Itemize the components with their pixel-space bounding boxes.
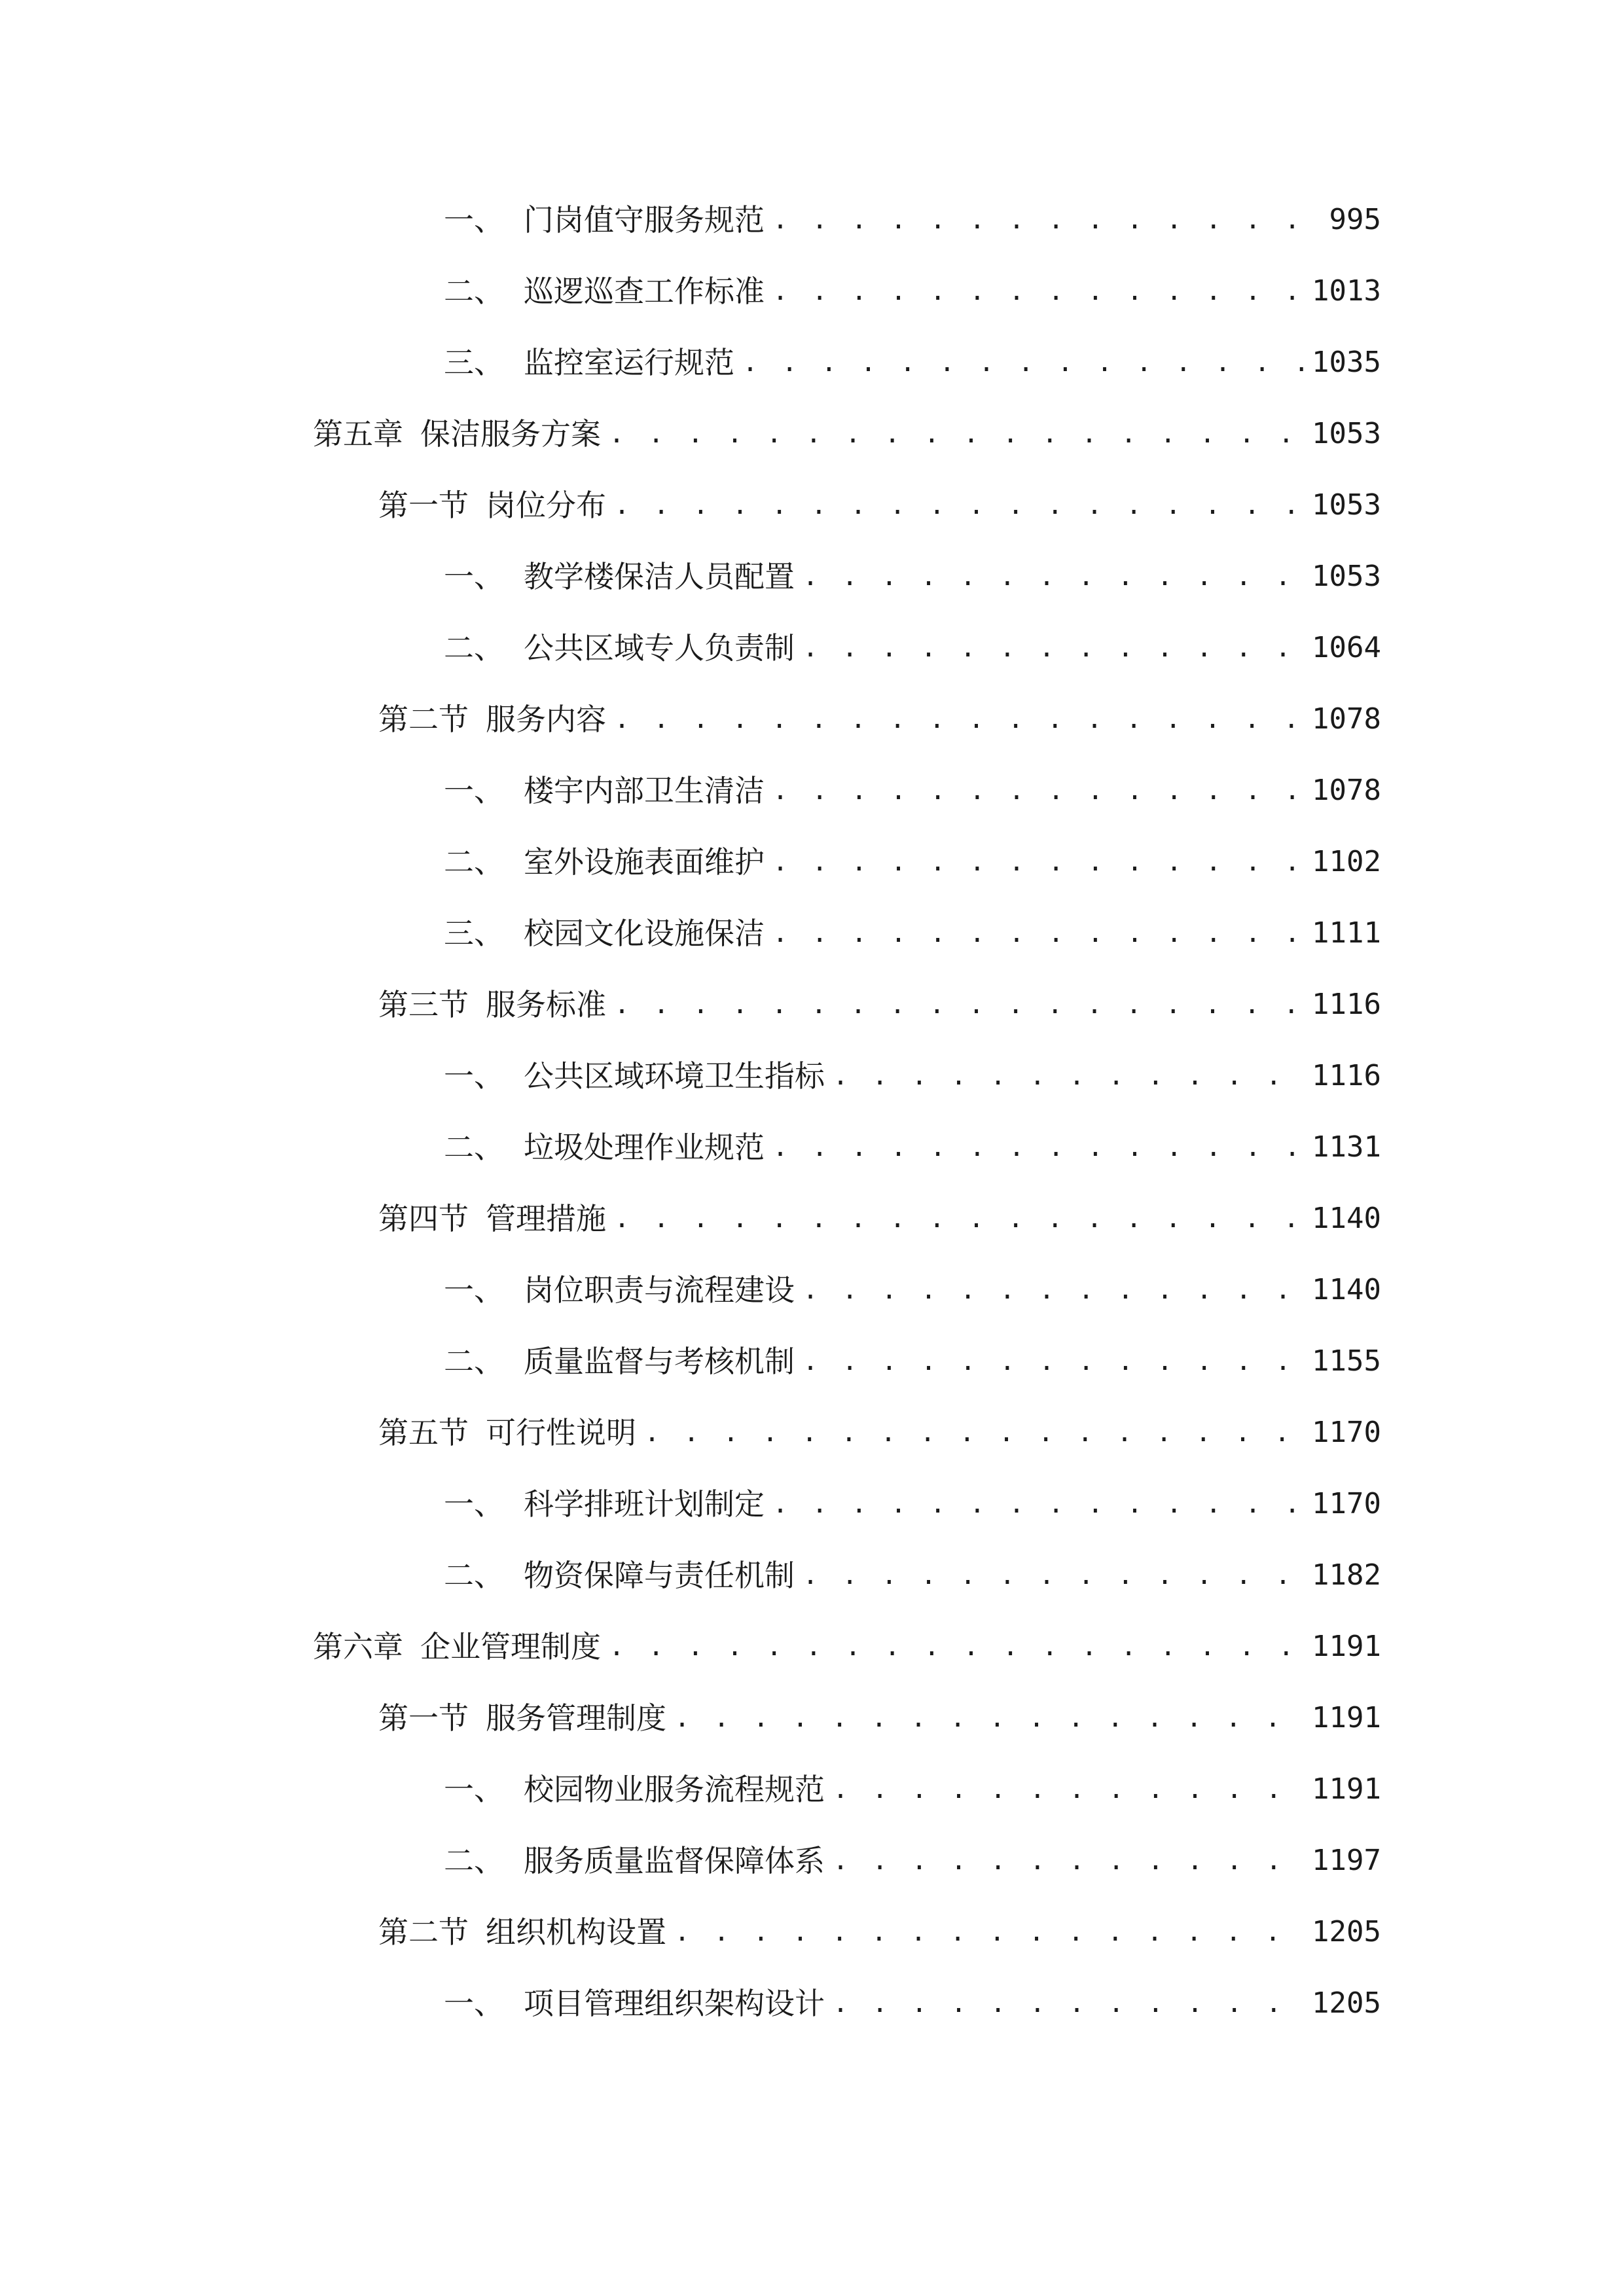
toc-entry-title: 校园文化设施保洁 <box>524 916 765 951</box>
toc-dot-leader <box>674 1692 1304 1744</box>
toc-entry-number: 一、 <box>444 1058 504 1094</box>
toc-entry-title: 垃圾处理作业规范 <box>524 1130 765 1165</box>
toc-entry-title: 室外设施表面维护 <box>524 844 765 880</box>
toc-section-entry[interactable] <box>378 1906 1381 1958</box>
toc-dot-leader <box>772 1478 1304 1530</box>
toc-entry-title: 岗位分布 <box>486 488 606 523</box>
toc-entry-number: 二、 <box>444 1558 504 1593</box>
toc-entry-page: 1182 <box>1312 1558 1381 1592</box>
toc-entry-page: 1053 <box>1312 560 1381 593</box>
toc-dot-leader <box>742 336 1304 389</box>
toc-entry-number: 第五章 <box>313 416 403 452</box>
toc-entry[interactable] <box>444 1050 1381 1102</box>
toc-entry-page: 1170 <box>1312 1416 1381 1449</box>
toc-entry[interactable] <box>444 1478 1381 1530</box>
toc-entry-title: 企业管理制度 <box>420 1629 601 1664</box>
toc-section-entry[interactable] <box>378 693 1381 745</box>
toc-chapter-entry[interactable] <box>313 1621 1381 1673</box>
toc-dot-leader <box>833 1977 1304 2030</box>
toc-entry-page: 995 <box>1329 203 1381 236</box>
toc-dot-leader <box>614 479 1304 531</box>
toc-entry-number: 一、 <box>444 773 504 808</box>
toc-entry-page: 1191 <box>1312 1772 1381 1806</box>
toc-entry-number: 第一节 <box>378 488 469 523</box>
toc-entry-page: 1155 <box>1312 1344 1381 1378</box>
toc-dot-leader <box>772 764 1304 817</box>
toc-entry-number: 第三节 <box>378 987 469 1022</box>
toc-entry-page: 1116 <box>1312 988 1381 1021</box>
toc-entry-title: 服务标准 <box>486 987 606 1022</box>
toc-entry-page: 1111 <box>1312 916 1381 950</box>
toc-entry-title: 项目管理组织架构设计 <box>524 1986 825 2021</box>
toc-entry-title: 质量监督与考核机制 <box>524 1344 795 1379</box>
toc-entry-number: 二、 <box>444 1344 504 1379</box>
toc-entry-title: 公共区域专人负责制 <box>524 630 795 666</box>
toc-dot-leader <box>772 907 1304 960</box>
toc-entry-number: 第六章 <box>313 1629 403 1664</box>
toc-entry-number: 第一节 <box>378 1700 469 1736</box>
toc-entry-number: 一、 <box>444 1986 504 2021</box>
toc-entry-title: 监控室运行规范 <box>524 345 734 380</box>
toc-dot-leader <box>803 622 1304 674</box>
toc-entry-number: 二、 <box>444 844 504 880</box>
toc-entry-page: 1013 <box>1312 274 1381 308</box>
toc-entry-page: 1116 <box>1312 1059 1381 1092</box>
toc-entry[interactable] <box>444 194 1381 246</box>
toc-entry-page: 1140 <box>1312 1202 1381 1235</box>
toc-entry-page: 1197 <box>1312 1844 1381 1877</box>
toc-entry-number: 二、 <box>444 1130 504 1165</box>
toc-dot-leader <box>772 194 1310 246</box>
toc-entry-number: 一、 <box>444 559 504 594</box>
toc-dot-leader <box>833 1763 1304 1816</box>
toc-entry-title: 保洁服务方案 <box>420 416 601 452</box>
toc-dot-leader <box>674 1906 1304 1958</box>
toc-entry-page: 1205 <box>1312 1915 1381 1948</box>
toc-dot-leader <box>772 1121 1304 1174</box>
toc-entry-number: 一、 <box>444 202 504 238</box>
toc-entry-page: 1191 <box>1312 1701 1381 1734</box>
toc-dot-leader <box>803 1264 1304 1316</box>
toc-dot-leader <box>614 693 1304 745</box>
toc-entry-title: 服务质量监督保障体系 <box>524 1843 825 1878</box>
toc-entry-number: 三、 <box>444 345 504 380</box>
toc-chapter-entry[interactable] <box>313 408 1381 460</box>
toc-entry-title: 公共区域环境卫生指标 <box>524 1058 825 1094</box>
toc-entry[interactable] <box>444 1835 1381 1887</box>
toc-section-entry[interactable] <box>378 1407 1381 1459</box>
toc-entry-number: 一、 <box>444 1772 504 1807</box>
toc-entry-title: 可行性说明 <box>486 1415 636 1450</box>
toc-dot-leader <box>803 1549 1304 1602</box>
toc-entry[interactable] <box>444 907 1381 960</box>
toc-entry-title: 岗位职责与流程建设 <box>524 1272 795 1308</box>
toc-entry[interactable] <box>444 1977 1381 2030</box>
toc-entry-title: 组织机构设置 <box>486 1914 666 1950</box>
toc-entry[interactable] <box>444 1335 1381 1388</box>
toc-entry-title: 管理措施 <box>486 1201 606 1236</box>
toc-entry-page: 1131 <box>1312 1130 1381 1164</box>
toc-entry-number: 第二节 <box>378 1914 469 1950</box>
toc-entry-title: 校园物业服务流程规范 <box>524 1772 825 1807</box>
toc-section-entry[interactable] <box>378 978 1381 1031</box>
toc-entry-title: 门岗值守服务规范 <box>524 202 765 238</box>
toc-entry[interactable] <box>444 1763 1381 1816</box>
toc-entry-page: 1140 <box>1312 1273 1381 1306</box>
toc-dot-leader <box>644 1407 1304 1459</box>
toc-entry-page: 1053 <box>1312 488 1381 522</box>
toc-dot-leader <box>803 550 1304 603</box>
toc-entry-page: 1053 <box>1312 417 1381 450</box>
toc-section-entry[interactable] <box>378 1692 1381 1744</box>
toc-entry-number: 二、 <box>444 274 504 309</box>
toc-entry-title: 教学楼保洁人员配置 <box>524 559 795 594</box>
toc-dot-leader <box>609 408 1304 460</box>
toc-dot-leader <box>772 836 1304 888</box>
toc-entry-number: 第五节 <box>378 1415 469 1450</box>
toc-entry[interactable] <box>444 622 1381 674</box>
toc-entry-title: 服务管理制度 <box>486 1700 666 1736</box>
toc-entry-number: 第二节 <box>378 702 469 737</box>
toc-section-entry[interactable] <box>378 1193 1381 1245</box>
toc-entry[interactable] <box>444 265 1381 317</box>
toc-entry-page: 1078 <box>1312 774 1381 807</box>
toc-section-entry[interactable] <box>378 479 1381 531</box>
toc-entry[interactable] <box>444 1549 1381 1602</box>
toc-entry-title: 科学排班计划制定 <box>524 1486 765 1522</box>
toc-entry[interactable] <box>444 550 1381 603</box>
toc-entry[interactable] <box>444 764 1381 817</box>
toc-entry-title: 巡逻巡查工作标准 <box>524 274 765 309</box>
toc-dot-leader <box>772 265 1304 317</box>
toc-entry-page: 1102 <box>1312 845 1381 878</box>
toc-entry[interactable] <box>444 836 1381 888</box>
toc-dot-leader <box>833 1835 1304 1887</box>
toc-entry-number: 二、 <box>444 1843 504 1878</box>
toc-entry[interactable] <box>444 1121 1381 1174</box>
toc-entry-page: 1205 <box>1312 1986 1381 2020</box>
toc-entry-title: 服务内容 <box>486 702 606 737</box>
toc-entry-page: 1191 <box>1312 1630 1381 1663</box>
toc-entry-page: 1078 <box>1312 702 1381 736</box>
toc-entry-page: 1035 <box>1312 346 1381 379</box>
toc-dot-leader <box>609 1621 1304 1673</box>
toc-entry-page: 1064 <box>1312 631 1381 664</box>
toc-entry[interactable] <box>444 1264 1381 1316</box>
toc-dot-leader <box>833 1050 1304 1102</box>
toc-entry[interactable] <box>444 336 1381 389</box>
toc-entry-number: 二、 <box>444 630 504 666</box>
toc-dot-leader <box>614 1193 1304 1245</box>
toc-entry-title: 物资保障与责任机制 <box>524 1558 795 1593</box>
toc-entry-number: 一、 <box>444 1486 504 1522</box>
toc-entry-number: 第四节 <box>378 1201 469 1236</box>
toc-entry-title: 楼宇内部卫生清洁 <box>524 773 765 808</box>
toc-dot-leader <box>614 978 1304 1031</box>
toc-entry-page: 1170 <box>1312 1487 1381 1520</box>
toc-entry-number: 三、 <box>444 916 504 951</box>
toc-dot-leader <box>803 1335 1304 1388</box>
toc-entry-number: 一、 <box>444 1272 504 1308</box>
